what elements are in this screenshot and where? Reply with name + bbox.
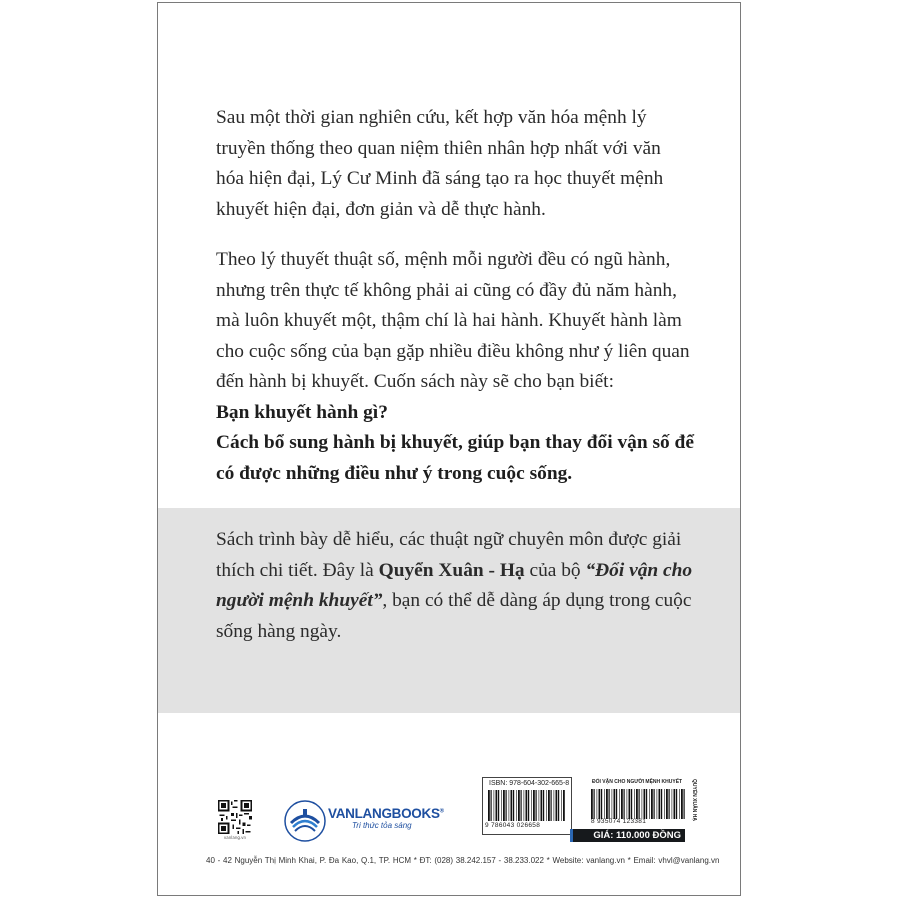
text-line: cho cuộc sống của bạn gặp nhiều điều không như ý liên quan	[216, 340, 690, 362]
price-tag: GIÁ: 110.000 ĐỒNG	[573, 829, 685, 842]
text-line: nhưng trên thực tế không phải ai cũng có đầy đủ năm hành,	[216, 279, 677, 301]
description-paragraph-1	[216, 103, 716, 225]
text-line: khuyết hiện đại, đơn giản và dễ thực hành.	[216, 198, 546, 220]
text-line: Sách trình bày dễ hiểu, các thuật ngữ chuyên môn được giải	[216, 529, 682, 550]
publisher-name: VANLANGBOOKS®	[328, 806, 444, 821]
text-line: sống hàng ngày.	[216, 620, 342, 642]
isbn-barcode	[482, 777, 572, 835]
isbn-text: ISBN: 978-604-302-665-8	[489, 780, 570, 787]
bold-text-line: có được những điều như ý trong cuộc sống.	[216, 462, 573, 484]
description-paragraph-3	[216, 525, 716, 647]
bold-question: Bạn khuyết hành gì?	[216, 401, 388, 423]
text-line: đến hành bị khuyết. Cuốn sách này sẽ cho bạn biết:	[216, 371, 614, 392]
publisher-tagline: Tri thức tỏa sáng	[352, 821, 412, 830]
qr-code	[218, 800, 252, 834]
text-line: Theo lý thuyết thuật số, mệnh mỗi người đều có ngũ hành,	[216, 249, 671, 270]
isbn-barcode-bars	[487, 790, 567, 821]
text-line: mà luôn khuyết một, thậm chí là hai hành. Khuyết hành làm	[216, 310, 682, 331]
volume-label: QUYỂN XUÂN HẠ	[691, 779, 697, 821]
series-title-cont: người mệnh khuyết”	[216, 590, 383, 611]
text-line: truyền thống theo quan niệm thiên nhân hợp nhất với văn	[216, 137, 661, 159]
bold-text-line: Cách bổ sung hành bị khuyết, giúp bạn thay đổi vận số để	[216, 432, 694, 453]
text-line: thích chi tiết. Đây là Quyển Xuân - Hạ của bộ “Đổi vận cho	[216, 559, 693, 581]
series-title: “Đổi vận cho	[585, 559, 693, 581]
book-back-cover	[157, 2, 741, 896]
small-book-title: ĐỔI VẬN CHO NGƯỜI MỆNH KHUYẾT	[592, 779, 683, 785]
price-barcode	[590, 789, 686, 819]
publisher-address: 40 - 42 Nguyễn Thị Minh Khai, P. Đa Kao, Q.1, TP. HCM * ĐT: (028) 38.242.157 - 38.233.022 * Website: vanlang.vn * Email: vhvl@vanlang.vn	[206, 856, 720, 865]
qr-caption: vanlang.vn	[223, 835, 247, 840]
price-barcode-digits: 8 935074 123381	[591, 818, 647, 825]
isbn-digits: 9 786043 026658	[485, 822, 541, 829]
vanlangbooks-logo-icon	[283, 799, 327, 843]
text-line: người mệnh khuyết”, bạn có thể dễ dàng áp dụng trong cuộc	[216, 590, 692, 611]
text-line: Sau một thời gian nghiên cứu, kết hợp văn hóa mệnh lý	[216, 107, 647, 128]
text-line: hóa hiện đại, Lý Cư Minh đã sáng tạo ra học thuyết mệnh	[216, 168, 664, 189]
description-paragraph-2	[216, 245, 716, 489]
volume-name: Quyển Xuân - Hạ	[378, 559, 525, 581]
